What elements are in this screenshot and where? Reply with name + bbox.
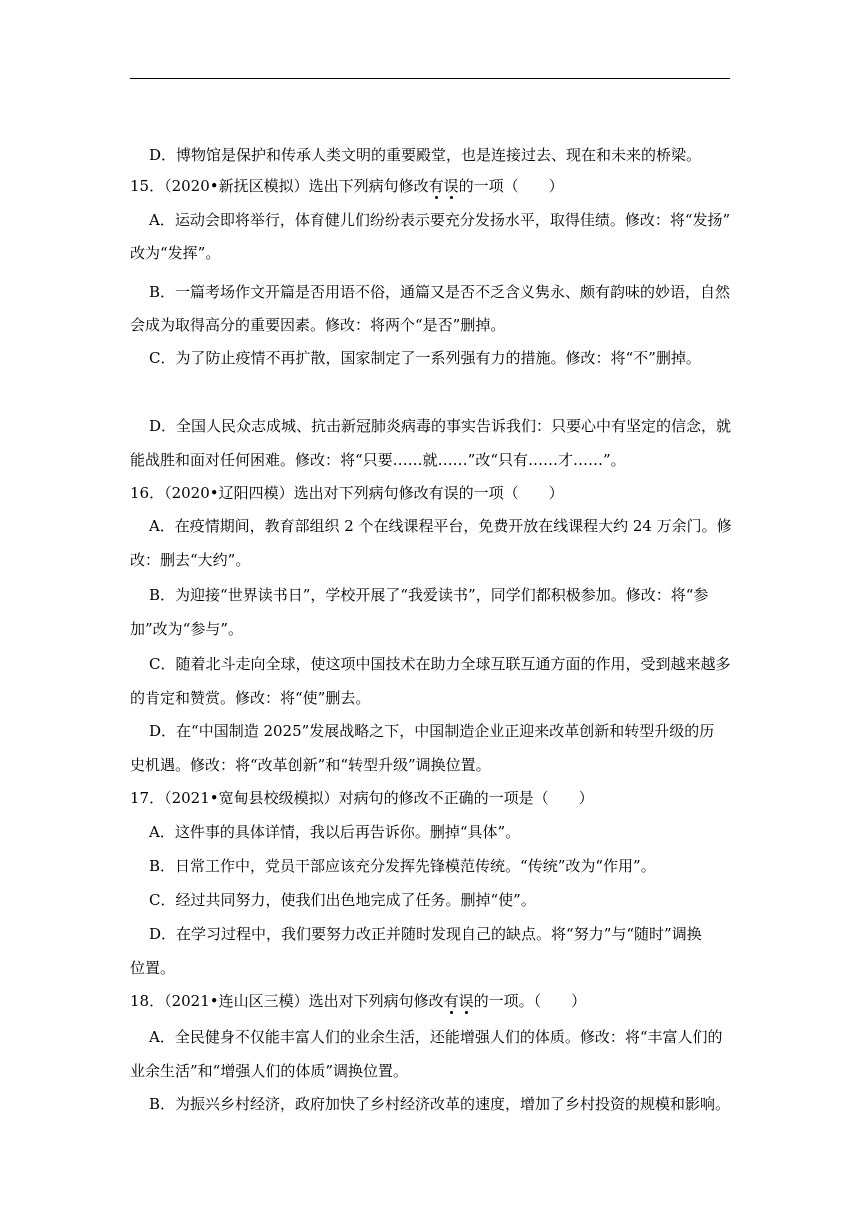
q17-option-b: B．日常工作中，党员干部应该充分发挥先锋模范传统。“传统”改为“作用”。 — [149, 857, 656, 875]
emphasis-mark: 误 — [458, 992, 474, 1010]
q18-stem — [130, 991, 586, 1011]
q17-option-a: A．这件事的具体详情，我以后再告诉你。删掉“具体”。 — [149, 823, 521, 841]
emphasis-mark: 有 — [428, 177, 444, 195]
q15-stem-tail: 的一项（ ） — [458, 177, 564, 195]
q16-stem: 16．（2020•辽阳四模）选出对下列病句修改有误的一项（ ） — [130, 484, 564, 502]
q18-stem-text: 18．（2021•连山区三模）选出对下列病句修改 — [130, 992, 444, 1010]
q15-option-a-cont: 改为“发挥”。 — [130, 244, 221, 262]
q18-option-b: B．为振兴乡村经济，政府加快了乡村经济改革的速度，增加了乡村投资的规模和影响。 — [149, 1095, 731, 1113]
q15-option-b: B．一篇考场作文开篇是否用语不俗，通篇又是否不乏含义隽永、颇有韵味的妙语，自然 — [149, 283, 731, 301]
q16-option-c-cont: 的肯定和赞赏。修改：将“使”删去。 — [130, 689, 371, 707]
q18-stem-tail: 的一项。（ ） — [473, 992, 587, 1010]
q16-option-d-cont: 史机遇。修改：将“改革创新”和“转型升级”调换位置。 — [130, 756, 491, 774]
q17-option-c: C．经过共同努力，使我们出色地完成了任务。删掉“使”。 — [149, 891, 536, 909]
q15-option-d-cont: 能战胜和面对任何困难。修改：将“只要……就……”改“只有……才……”。 — [130, 451, 626, 469]
q15-stem-text: 15．（2020•新抚区模拟）选出下列病句修改 — [130, 177, 429, 195]
q16-option-a: A．在疫情期间，教育部组织 2 个在线课程平台，免费开放在线课程大约 24 万余门。修 — [149, 517, 732, 535]
q17-stem: 17．（2021•宽甸县校级模拟）对病句的修改不正确的一项是（ ） — [130, 789, 594, 807]
q14-option-d: D．博物馆是保护和传承人类文明的重要殿堂，也是连接过去、现在和未来的桥梁。 — [149, 146, 702, 164]
q16-option-b-cont: 加”改为“参与”。 — [130, 620, 244, 638]
q15-option-d: D．全国人民众志成城、抗击新冠肺炎病毒的事实告诉我们：只要心中有坚定的信念，就 — [149, 417, 732, 435]
header-rule — [130, 78, 730, 79]
q15-option-a: A．运动会即将举行，体育健儿们纷纷表示要充分发扬水平，取得佳绩。修改：将“发扬” — [149, 211, 731, 229]
q16-option-a-cont: 改：删去“大约”。 — [130, 551, 251, 569]
q17-option-d: D．在学习过程中，我们要努力改正并随时发现自己的缺点。将“努力”与“随时”调换 — [149, 925, 702, 943]
q18-option-a: A．全民健身不仅能丰富人们的业余生活，还能增强人们的体质。修改：将“丰富人们的 — [149, 1028, 723, 1046]
q17-option-d-cont: 位置。 — [130, 959, 176, 977]
q16-option-b: B．为迎接“世界读书日”，学校开展了“我爱读书”，同学们都积极参加。修改：将“参 — [149, 586, 709, 604]
q18-option-a-cont: 业余生活”和“增强人们的体质”调换位置。 — [130, 1062, 409, 1080]
emphasis-mark: 误 — [443, 177, 459, 195]
q16-option-c: C．随着北斗走向全球，使这项中国技术在助力全球互联互通方面的作用，受到越来越多 — [149, 655, 731, 673]
q15-option-c: C．为了防止疫情不再扩散，国家制定了一系列强有力的措施。修改：将“不”删掉。 — [149, 349, 701, 367]
q15-stem — [130, 176, 564, 196]
q15-option-b-cont: 会成为取得高分的重要因素。修改：将两个“是否”删掉。 — [130, 316, 506, 334]
emphasis-mark: 有 — [443, 992, 459, 1010]
q16-option-d: D．在“中国制造 2025”发展战略之下，中国制造企业正迎来改革创新和转型升级的历 — [149, 722, 715, 740]
